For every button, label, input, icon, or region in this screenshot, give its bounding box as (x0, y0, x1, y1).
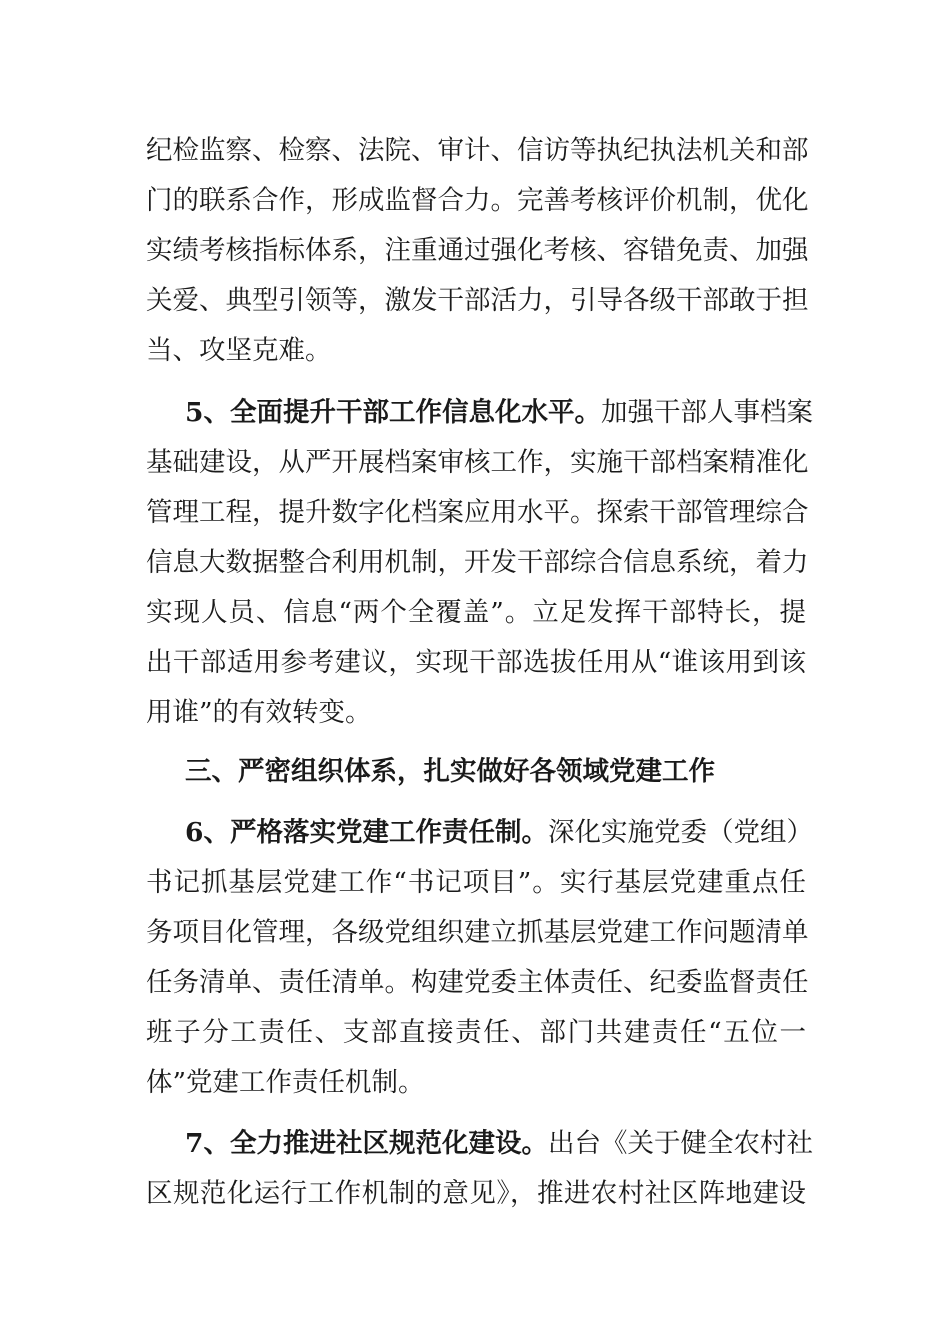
paragraph-line: 体”党建工作责任机制。 (146, 1067, 425, 1098)
section-heading: 三、严密组织体系，扎实做好各领域党建工作 (185, 756, 715, 787)
paragraph-line: 出干部适用参考建议，实现干部选拔任用从“谁该用到该 (146, 647, 806, 678)
paragraph-line: 当、攻坚克难。 (146, 335, 332, 366)
paragraph-line: 6、严格落实党建工作责任制。深化实施党委（党组） (185, 817, 813, 848)
paragraph-line: 管理工程，提升数字化档案应用水平。探索干部管理综合 (146, 497, 809, 528)
item-heading: 5、全面提升干部工作信息化水平。 (185, 397, 601, 428)
paragraph-line: 任务清单、责任清单。构建党委主体责任、纪委监督责任 (146, 967, 809, 998)
paragraph-line: 务项目化管理，各级党组织建立抓基层党建工作问题清单 (146, 917, 809, 948)
paragraph-line: 书记抓基层党建工作“书记项目”。实行基层党建重点任 (146, 867, 806, 898)
item-heading: 7、全力推进社区规范化建设。 (185, 1128, 548, 1159)
item-heading: 6、严格落实党建工作责任制。 (185, 817, 548, 848)
paragraph-line: 信息大数据整合利用机制，开发干部综合信息系统，着力 (146, 547, 809, 578)
paragraph-line: 实绩考核指标体系，注重通过强化考核、容错免责、加强 (146, 235, 809, 266)
paragraph-line: 用谁”的有效转变。 (146, 697, 372, 728)
paragraph-line: 5、全面提升干部工作信息化水平。加强干部人事档案 (185, 397, 813, 428)
paragraph-line: 基础建设，从严开展档案审核工作，实施干部档案精准化 (146, 447, 809, 478)
paragraph-line: 7、全力推进社区规范化建设。出台《关于健全农村社 (185, 1128, 813, 1159)
paragraph-line: 实现人员、信息“两个全覆盖”。立足发挥干部特长，提 (146, 597, 806, 628)
paragraph-line: 纪检监察、检察、法院、审计、信访等执纪执法机关和部 (146, 135, 809, 166)
paragraph-line: 关爱、典型引领等，激发干部活力，引导各级干部敢于担 (146, 285, 809, 316)
paragraph-line: 门的联系合作，形成监督合力。完善考核评价机制，优化 (146, 185, 809, 216)
paragraph-line: 班子分工责任、支部直接责任、部门共建责任“五位一 (146, 1017, 806, 1048)
paragraph-line: 区规范化运行工作机制的意见》，推进农村社区阵地建设 (146, 1178, 806, 1209)
